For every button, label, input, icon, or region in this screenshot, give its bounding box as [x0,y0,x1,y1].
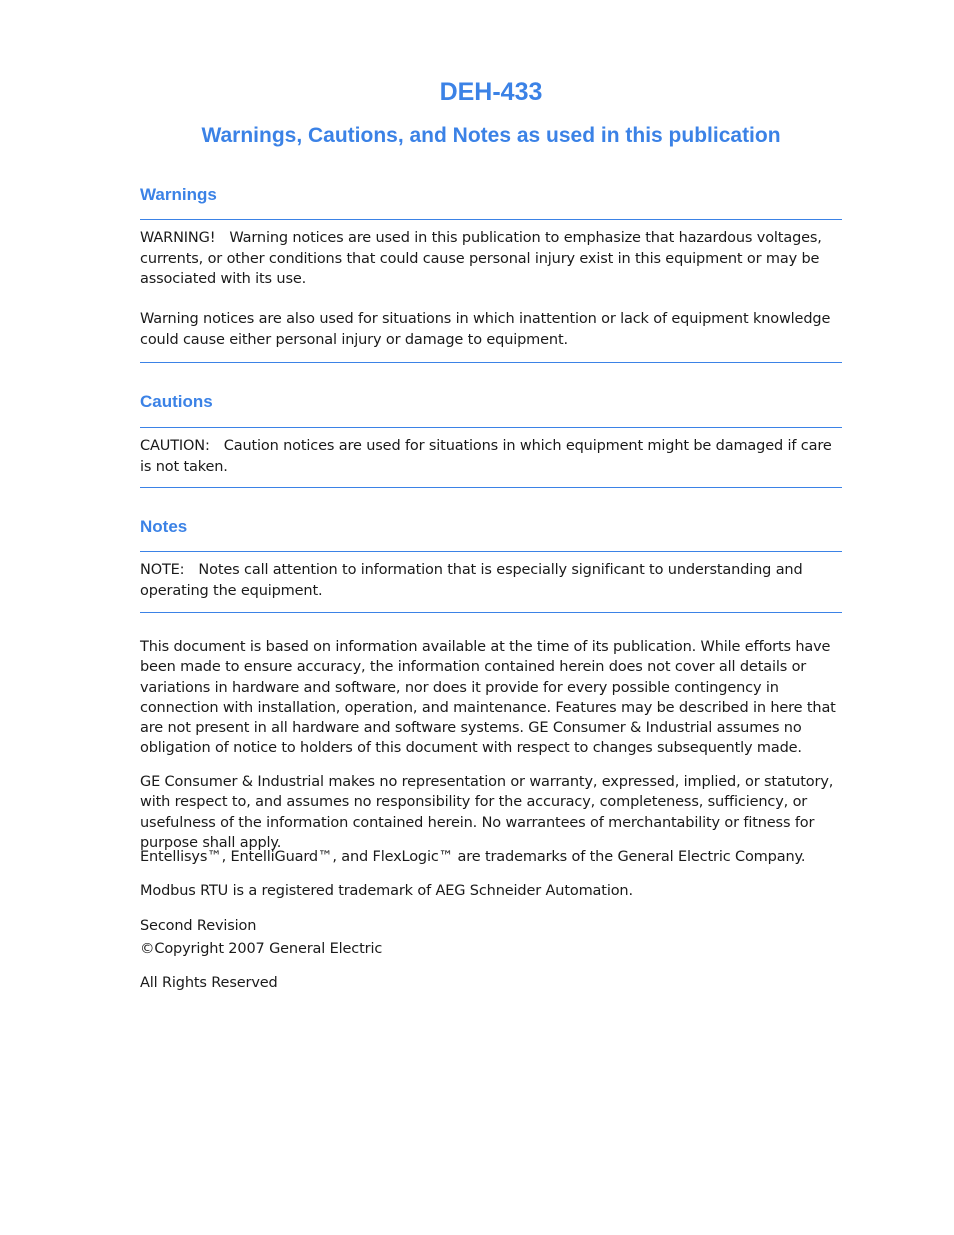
disclaimer-paragraph: This document is based on information available at the time of its publication. While efforts have been made to ensure accuracy, the information contained herein does not cover all details or variations in hardware and software, nor does it provide for every possible contingency in connection with installation, operation, and maintenance. Features may be described in here that are not present in all hardware and software systems. GE Consumer & Industrial assumes no obligation of notice to holders of this document with respect to changes subsequently made. [140,639,836,757]
warranty-paragraph: GE Consumer & Industrial makes no representation or warranty, expressed, implied, or statutory, with respect to, and assumes no responsibility for the accuracy, completeness, sufficiency, or usefulness of the information contained herein. No warrantees of merchantability or fitness for purpose shall apply. [140,774,834,851]
notes-heading: Notes [140,517,188,536]
warnings-heading: Warnings [140,185,217,204]
rights-text: All Rights Reserved [140,975,278,991]
cautions-top-rule [140,427,842,428]
notes-bottom-rule [140,612,842,613]
notes-top-rule [140,551,842,552]
note-text: Notes call attention to information that is especially significant to understanding and operating the equipment. [140,562,803,599]
caution-notice [140,436,842,477]
cautions-bottom-rule [140,487,842,488]
copyright-text: ©Copyright 2007 General Electric [140,941,383,957]
warning-notice-secondary: Warning notices are also used for situations in which inattention or lack of equipment knowledge could cause either personal injury or damage to equipment. [140,311,831,348]
caution-label: CAUTION: [140,438,210,454]
warnings-top-rule [140,219,842,220]
note-notice [140,560,842,601]
warnings-bottom-rule [140,362,842,363]
document-subtitle: Warnings, Cautions, and Notes as used in this publication [201,124,781,147]
document-title: DEH-433 [439,78,543,106]
note-label: NOTE: [140,562,185,578]
warning-text: Warning notices are used in this publication to emphasize that hazardous voltages, currents, or other conditions that could cause personal injury exist in this equipment or may be associated with its use. [140,230,822,287]
warning-notice [140,228,842,290]
trademark-modbus: Modbus RTU is a registered trademark of AEG Schneider Automation. [140,883,633,899]
warning-label: WARNING! [140,230,216,246]
revision-text: Second Revision [140,918,257,934]
trademark-ge: Entellisys™, EntelliGuard™, and FlexLogic™ are trademarks of the General Electric Company. [140,849,806,865]
caution-text: Caution notices are used for situations in which equipment might be damaged if care is not taken. [140,438,832,475]
cautions-heading: Cautions [140,392,213,411]
